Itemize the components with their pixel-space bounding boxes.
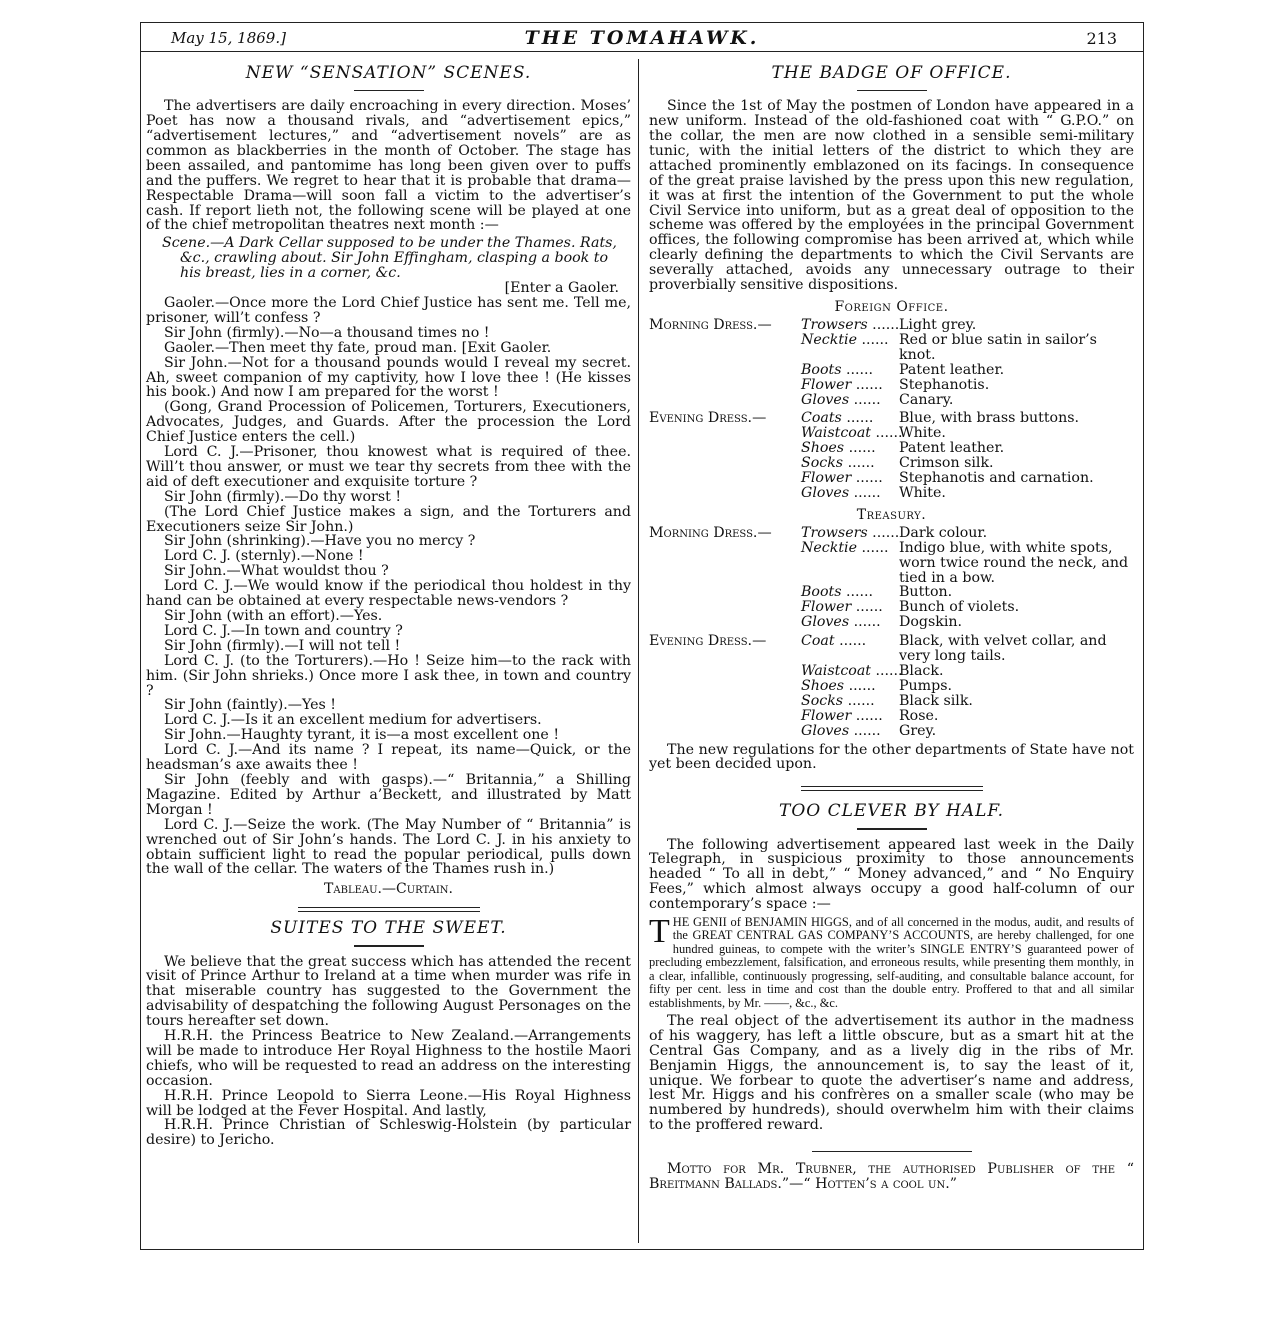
stage-direction-enter: [Enter a Gaoler. (504, 280, 619, 297)
page-header (141, 23, 1143, 52)
dialogue-line: Sir John.—Haughty tyrant, it is—a most excellent one ! (164, 727, 560, 744)
dress-item-name: Gloves (801, 391, 850, 408)
dress-value: Bunch of violets. (899, 599, 1020, 616)
dress-item (801, 526, 899, 541)
section-double-rule (298, 907, 480, 912)
dress-item-name: Coat (801, 633, 835, 650)
dress-label (649, 600, 801, 615)
dress-item-name: Shoes (801, 677, 845, 694)
dress-label (649, 471, 801, 486)
dress-item (801, 541, 899, 586)
dress-item (801, 663, 903, 679)
dress-row (649, 664, 1134, 679)
dress-label (649, 456, 801, 471)
motto-text: Motto for Mr. Trubner, the authorised Publisher of the “ Breitmann Ballads.”—“ Hotten’s a cool un.” (649, 1161, 1134, 1193)
leader-dots: ...... (843, 455, 875, 472)
leader-dots: ...... (851, 599, 883, 616)
left-column (146, 59, 631, 1148)
dress-value: Blue, with brass buttons. (899, 410, 1080, 427)
dialogue-line: Lord C. J. (sternly).—None ! (164, 548, 364, 565)
dress-value: Stephanotis and carnation. (899, 470, 1094, 487)
article-title-badge: THE BADGE OF OFFICE. (771, 63, 1012, 83)
dress-item (801, 318, 899, 333)
dialogue-line: Sir John (firmly).—Do thy worst ! (164, 488, 402, 505)
dress-value: Dark colour. (899, 524, 988, 541)
dialogue-line: Sir John (feebly and with gasps).—“ Britannia,” a Shilling Magazine. Edited by Arthur a’Beckett, and illustrated by Matt Morgan ! (146, 771, 631, 818)
dialogue-line: Sir John (firmly).—I will not tell ! (164, 637, 401, 654)
tableau-line: Tableau.—Curtain. (324, 881, 453, 898)
title-rule (857, 90, 927, 91)
dialogue-line: Lord C. J.—In town and country ? (164, 622, 403, 639)
dress-label (649, 694, 801, 709)
dress-item (801, 456, 899, 471)
dress-item (801, 441, 899, 456)
dialogue-line: Lord C. J.—Is it an excellent medium for advertisers. (164, 712, 542, 729)
dialogue-line: Lord C. J.—And its name ? I repeat, its name—Quick, or the headsman’s axe awaits thee ! (146, 742, 631, 774)
suites-paragraph: H.R.H. the Princess Beatrice to New Zealand.—Arrangements will be made to introduce Her Royal Highness to the hostile Maori chiefs, who will be requested to read an address on the interesting occasion. (146, 1028, 631, 1089)
dialogue-line: (The Lord Chief Justice makes a sign, and the Torturers and Executioners seize Sir John.) (146, 503, 631, 535)
dress-item (801, 393, 899, 408)
dress-row (649, 585, 1134, 600)
dialogue-line: Sir John.—What wouldst thou ? (164, 563, 389, 580)
dress-group (649, 411, 1134, 500)
dress-item-name: Coats (801, 410, 842, 427)
department-heading: Foreign Office. (834, 298, 949, 315)
leader-dots: ...... (841, 584, 874, 601)
dialogue-line: Lord C. J.—We would know if the periodical thou holdest in thy hand can be obtained at every respectable news-vendors ? (146, 578, 631, 610)
dress-item-name: Flower (801, 376, 852, 393)
leader-dots: ...... (844, 440, 876, 457)
leader-dots: ...... (849, 614, 881, 631)
dress-label: Morning Dress.— (649, 524, 772, 541)
dress-value: Pumps. (899, 677, 953, 694)
dress-item (801, 615, 899, 630)
quoted-advertisement (649, 913, 1134, 1010)
dress-row (649, 600, 1134, 615)
dress-item (801, 471, 899, 486)
scene-dialogue (146, 296, 631, 877)
dialogue-line: (Gong, Grand Procession of Policemen, Torturers, Executioners, Advocates, Judges, and Guards. After the procession the Lord Chief Justice enters the cell.) (146, 399, 631, 446)
leader-dots: ...... (849, 722, 881, 739)
title-rule (354, 945, 424, 946)
dress-value: Black, with velvet collar, and very long tails. (899, 633, 1107, 665)
dress-item (801, 425, 903, 442)
badge-intro: Since the 1st of May the postmen of London have appeared in a new uniform. Instead of the old-fashioned coat with “ G.P.O.” on the collar, the men are now clothed in a sensible semi-military tunic, with the initial letters of the district to which they are attached prominently emblazoned on its facings. In consequence of the great praise lavished by the press upon this new regulation, it was at first the intention of the Government to put the whole Civil Service into uniform, but as a great deal of opposition to the scheme was offered by the employées in the principal Government offices, the following compromise has been arrived at, which while clearly defining the departments to which the Civil Servants are severally attached, avoids any unnecessary outrage to their proverbially sensitive dispositions. (649, 98, 1134, 294)
dress-label: Evening Dress.— (649, 633, 767, 650)
leader-dots: ...... (849, 391, 881, 408)
dress-value: Grey. (899, 722, 937, 739)
dress-row (649, 486, 1134, 501)
dress-value: Red or blue satin in sailor’s knot. (899, 331, 1097, 363)
title-rule (857, 828, 927, 829)
dress-label: Morning Dress.— (649, 316, 772, 333)
dress-value: Button. (899, 584, 953, 601)
dress-item-name: Boots (801, 584, 842, 601)
dress-item (801, 600, 899, 615)
dress-value: White. (899, 484, 946, 501)
dress-group (649, 526, 1134, 630)
suites-paragraph: H.R.H. Prince Christian of Schleswig-Holstein (by particular desire) to Jericho. (146, 1117, 631, 1149)
dress-item-name: Waistcoat (801, 425, 871, 442)
dress-item (801, 585, 899, 600)
leader-dots: ...... (867, 316, 900, 333)
dress-row (649, 456, 1134, 471)
leader-dots: ...... (851, 707, 883, 724)
dress-item-name: Shoes (801, 440, 845, 457)
dialogue-line: Lord C. J.—Seize the work. (The May Number of “ Britannia” is wrenched out of Sir John’s hands. The Lord C. J. in his anxiety to obtain sufficient light to read the popular periodical, pulls down the wall of the cellar. The waters of the Thames rush in.) (146, 816, 631, 878)
dialogue-line: Sir John (firmly).—No—a thousand times no ! (164, 324, 490, 341)
article-title-suites: SUITES TO THE SWEET. (270, 918, 507, 939)
right-column (649, 59, 1134, 1192)
dress-row (649, 634, 1134, 664)
dress-label (649, 585, 801, 600)
dress-item-name: Trowsers (801, 524, 868, 541)
scene-direction: Scene.—A Dark Cellar supposed to be under the Thames. Rats, &c., crawling about. Sir John Effingham, clasping a book to his breast, lies in a corner, &c. [Enter a Gaoler. (146, 236, 631, 296)
dress-item (801, 694, 899, 709)
leader-dots: ...... (834, 633, 867, 650)
dress-label (649, 426, 801, 441)
leader-dots: ...... (851, 470, 883, 487)
dress-value: Patent leather. (899, 361, 1005, 378)
column-divider (638, 59, 639, 1243)
dress-item-name: Gloves (801, 614, 850, 631)
article-title-new-sensation: NEW “SENSATION” SCENES. (245, 63, 532, 83)
leader-dots: ...... (844, 677, 876, 694)
dress-row (649, 471, 1134, 486)
dress-value: Rose. (899, 707, 939, 724)
dress-label (649, 393, 801, 408)
dialogue-line: Sir John.—Not for a thousand pounds would I reveal my secret. Ah, sweet companion of my captivity, how I love thee ! (He kisses his book.) And now I am prepared for the worst ! (146, 354, 631, 401)
dress-item (801, 411, 899, 426)
dialogue-line: Sir John (shrinking).—Have you no mercy ? (164, 533, 476, 550)
dress-regulations (649, 299, 1134, 739)
dialogue-line: Gaoler.—Then meet thy fate, proud man. [Exit Gaoler. (164, 339, 552, 356)
leader-dots: ...... (867, 524, 900, 541)
dress-value: Light grey. (899, 316, 977, 333)
suites-paragraph: We believe that the great success which has attended the recent visit of Prince Arthur to Ireland at a time when murder was rife in that miserable country has suggested to the Government the advisability of despatching the following August Personages on the tours hereafter set down. (146, 953, 631, 1030)
dress-item-name: Trowsers (801, 316, 868, 333)
dress-item (801, 634, 899, 664)
article-intro: The advertisers are daily encroaching in every direction. Moses’ Poet has now a thousand rivals, and “advertisement epics,” “advertisement lectures,” and “advertisement novels” are as common as blackberries in the month of October. The stage has been assailed, and pantomime has long been given over to puffs and the puffers. We regret to hear that it is probable that drama—Respectable Drama—will soon fall a victim to the advertiser’s cash. If report lieth not, the following scene will be played at one of the chief metropolitan theatres next month :— (146, 98, 631, 234)
dress-item-name: Socks (801, 692, 844, 709)
dress-value: Indigo blue, with white spots, worn twice round the neck, and tied in a bow. (899, 539, 1129, 586)
dress-row (649, 441, 1134, 456)
dialogue-line: Sir John (with an effort).—Yes. (164, 608, 383, 624)
leader-dots: ...... (870, 663, 903, 679)
dress-row (649, 363, 1134, 378)
dialogue-line: Lord C. J. (to the Torturers).—Ho ! Seize him—to the rack with him. (Sir John shrieks.) Once more I ask thee, in town and country ? (146, 652, 631, 699)
dress-row (649, 679, 1134, 694)
dress-row (649, 393, 1134, 408)
dress-item (801, 486, 899, 501)
ad-text: HE GENII of BENJAMIN HIGGS, and of all concerned in the modus, audit, and results of the GREAT CENTRAL GAS COMPANY’S ACCOUNTS, are hereby challenged, for one hundred guineas, to compete with the writer’s SINGLE ENTRY’S guaranteed power of precluding embezzlement, falsification, and erroneous results, while presenting them monthly, in a clear, infallible, continuously progressing, self-auditing, and consultable balance account, for fifty per cent. less in time and cost than the double entry. Proffered to that and all similar establishments, by Mr. ——, &c., &c. (649, 915, 1134, 1010)
dress-value: Crimson silk. (899, 455, 994, 472)
leader-dots: ...... (857, 539, 889, 556)
leader-dots: ...... (841, 410, 874, 427)
dress-row (649, 526, 1134, 541)
page-number: 213 (1086, 29, 1117, 48)
dress-row (649, 694, 1134, 709)
dress-row (649, 541, 1134, 586)
dress-label (649, 664, 801, 679)
section-double-rule (801, 786, 983, 791)
article-title-too-clever: TOO CLEVER BY HALF. (779, 801, 1004, 822)
leader-dots: ...... (851, 376, 883, 393)
dress-value: Canary. (899, 391, 954, 408)
too-clever-after: The real object of the advertisement its author in the madness of his waggery, has left a little obscure, but as a smart hit at the Central Gas Company, and as a lively dig in the ribs of Mr. Benjamin Higgs, the announcement is, to say the least of it, unique. We forbear to quote the advertiser’s name and address, lest Mr. Higgs and his confrères on a smaller scale (who may be numbered by hundreds), should overwhelm him with their claims to the proffered reward. (649, 1012, 1134, 1134)
dress-row (649, 724, 1134, 739)
leader-dots: ...... (870, 425, 903, 442)
dress-item-name: Waistcoat (801, 663, 871, 679)
dress-item (801, 724, 899, 739)
dress-label (649, 333, 801, 363)
dress-item-name: Socks (801, 455, 844, 472)
dress-value: White. (899, 425, 946, 442)
department-heading: Treasury. (856, 506, 927, 523)
masthead-title: THE TOMAHAWK. (524, 27, 760, 49)
dress-row (649, 318, 1134, 333)
dress-value: Stephanotis. (899, 376, 990, 393)
dress-value: Black silk. (899, 692, 973, 709)
dress-row (649, 709, 1134, 724)
dress-row (649, 411, 1134, 426)
dialogue-line: Lord C. J.—Prisoner, thou knowest what is required of thee. Will’t thou answer, or must we tear thy secrets from thee with the aid of deft executioner and exquisite torture ? (146, 444, 631, 490)
leader-dots: ...... (841, 361, 874, 378)
dress-label (649, 679, 801, 694)
leader-dots: ...... (857, 331, 889, 348)
dress-label (649, 709, 801, 724)
dress-label (649, 486, 801, 501)
dialogue-line: Gaoler.—Once more the Lord Chief Justice has sent me. Tell me, prisoner, will’t confess ? (146, 294, 631, 326)
dress-label: Evening Dress.— (649, 410, 767, 427)
badge-closing: The new regulations for the other departments of State have not yet been decided upon. (649, 741, 1134, 773)
dress-item (801, 333, 899, 363)
dress-label (649, 541, 801, 586)
dress-item-name: Gloves (801, 484, 850, 501)
dialogue-line: Sir John (faintly).—Yes ! (164, 697, 336, 714)
leader-dots: ...... (843, 692, 875, 709)
title-rule (354, 90, 424, 91)
suites-article-body (146, 955, 631, 1149)
dress-row (649, 615, 1134, 630)
too-clever-intro: The following advertisement appeared last week in the Daily Telegraph, in suspicious proximity to those announcements headed “ To all in debt,” “ Money advanced,” and “ No Enquiry Fees,” which almost always occupy a good half-column of our contemporary’s space :— (649, 836, 1134, 913)
dress-row (649, 426, 1134, 441)
dress-item (801, 363, 899, 378)
dress-item-name: Necktie (801, 331, 857, 348)
dress-value: Dogskin. (899, 614, 963, 631)
dress-item-name: Necktie (801, 539, 857, 556)
dress-item (801, 709, 899, 724)
dress-group (649, 634, 1134, 738)
dress-item (801, 679, 899, 694)
dress-value: Patent leather. (899, 440, 1005, 457)
ad-dropcap: T (649, 913, 670, 951)
dress-item-name: Gloves (801, 722, 850, 739)
dress-label (649, 441, 801, 456)
dress-label (649, 724, 801, 739)
dress-item-name: Flower (801, 470, 852, 487)
dress-label (649, 378, 801, 393)
newspaper-page (140, 22, 1144, 1250)
dress-item-name: Boots (801, 361, 842, 378)
issue-date: May 15, 1869.] (171, 29, 286, 47)
dress-value: Black. (899, 663, 944, 679)
dress-item-name: Flower (801, 599, 852, 616)
dress-group (649, 318, 1134, 407)
dress-label (649, 615, 801, 630)
dress-item-name: Flower (801, 707, 852, 724)
dress-label (649, 363, 801, 378)
leader-dots: ...... (849, 484, 881, 501)
dress-row (649, 333, 1134, 363)
dress-row (649, 378, 1134, 393)
dress-item (801, 378, 899, 393)
suites-paragraph: H.R.H. Prince Leopold to Sierra Leone.—His Royal Highness will be lodged at the Fever Hospital. And lastly, (146, 1087, 631, 1119)
motto-rule (812, 1151, 972, 1152)
